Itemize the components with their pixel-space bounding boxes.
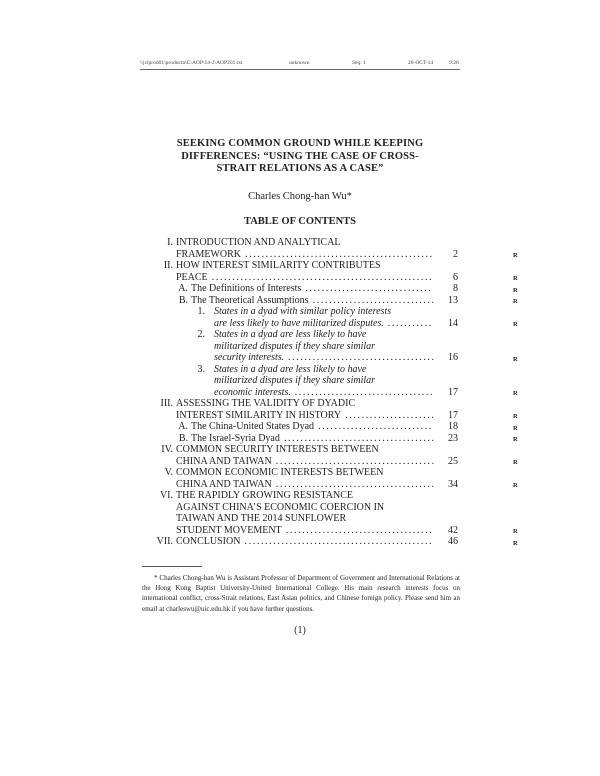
toc-entry-text: security interests. ....................................	[214, 352, 436, 363]
toc-entry-text: TAIWAN AND THE 2014 SUNFLOWER	[176, 513, 347, 524]
toc-entry-number: VII.	[156, 536, 173, 547]
toc-entry-text: militarized disputes if they share similar	[214, 340, 376, 352]
toc-entry-text: PEACE ......................................................	[176, 271, 434, 283]
toc-page-number: 8	[453, 283, 458, 294]
toc-entry-text: FRAMEWORK ..............................................	[176, 248, 434, 260]
toc-page-number: 34	[448, 478, 458, 490]
author-footnote: * Charles Chong-han Wu is Assistant Professor of Department of Government and International Relations at the Hong Kong Baptist University-United International College. His main research interests focus on international conflict, cross-Strait relations, East Asian politics, and Chinese foreign policy. Please send him an email at charleswu@uic.edu.hk if you have further questions.	[142, 574, 460, 613]
dot-leader: ..................................	[290, 386, 435, 398]
toc-entry-number: VI.	[159, 490, 173, 501]
toc-entry-text: INTRODUCTION AND ANALYTICAL	[176, 237, 341, 248]
dot-leader: .....................................	[279, 432, 436, 444]
toc-entry-number: 1.	[197, 306, 205, 317]
revision-mark: R	[513, 390, 518, 397]
toc-entry-number: A.	[178, 283, 188, 294]
toc-entry-text: STUDENT MOVEMENT ....................................	[176, 524, 434, 536]
toc-entry-number: I.	[167, 237, 173, 248]
toc-entry-text: AGAINST CHINA’S ECONOMIC COERCION IN	[176, 501, 385, 513]
revision-mark: R	[513, 436, 518, 443]
toc-page-number: 42	[448, 524, 458, 536]
revision-mark: R	[513, 424, 518, 432]
toc-page-number: 25	[448, 455, 458, 467]
revision-mark: R	[513, 539, 518, 547]
dot-leader: ......................................................	[207, 271, 434, 283]
toc-page-number: 2	[453, 248, 458, 260]
dot-leader: ...............................	[301, 283, 433, 294]
toc-entry-number: B.	[178, 432, 188, 444]
toc-entry-text: States in a dyad are less likely to have	[214, 329, 367, 340]
title-line: SEEKING COMMON GROUND WHILE KEEPING	[176, 138, 424, 149]
revision-mark: R	[513, 528, 518, 535]
toc-heading: TABLE OF CONTENTS	[243, 216, 357, 227]
dot-leader: ..............................	[308, 294, 436, 306]
title-line: STRAIT RELATIONS AS A CASE”	[216, 163, 384, 174]
toc-entry-text: are less likely to have militarized disputes. ...........	[214, 317, 434, 329]
toc-page-number: 46	[448, 536, 458, 547]
file-path: \\jciprod01\productn\C\AOP\14-2\AOP201.txt	[140, 60, 243, 66]
toc-page-number: 6	[453, 271, 458, 283]
dot-leader: ...........	[383, 317, 434, 329]
toc-page-number: 16	[448, 352, 458, 363]
toc-entry-text: States in a dyad with similar policy interests	[214, 306, 392, 317]
toc-page-number: 18	[448, 421, 458, 432]
toc-entry-number: 3.	[197, 363, 205, 375]
toc-entry-number: V.	[164, 467, 173, 478]
toc-entry-text: militarized disputes if they share similar	[214, 375, 376, 386]
toc-page-number: 23	[448, 432, 458, 444]
dot-leader: .......................................	[271, 478, 436, 490]
dot-leader: ..............................................	[241, 248, 434, 260]
toc-page-number: 14	[448, 317, 458, 329]
toc-entry-number: IV.	[161, 444, 173, 455]
status-text: unknown	[289, 60, 310, 66]
toc-entry-text: COMMON ECONOMIC INTERESTS BETWEEN	[176, 467, 384, 478]
revision-mark: R	[513, 298, 518, 305]
revision-mark: R	[513, 355, 518, 363]
toc-entry-text: The Definitions of Interests ...............................	[191, 283, 433, 294]
toc-entry-text: ASSESSING THE VALIDITY OF DYADIC	[176, 398, 356, 409]
page-number: (1)	[294, 625, 306, 636]
toc-entry-number: B.	[178, 294, 188, 306]
revision-mark: R	[513, 459, 518, 466]
revision-mark: R	[513, 413, 518, 420]
toc-entry-text: CONCLUSION ..............................................	[176, 536, 434, 547]
dot-leader: .......................................	[271, 455, 436, 467]
dot-leader: ......................	[341, 409, 436, 421]
toc-entry-number: III.	[160, 398, 173, 409]
toc-entry-text: CHINA AND TAIWAN .......................................	[176, 455, 436, 467]
toc-entry-text: CHINA AND TAIWAN .......................................	[176, 478, 436, 490]
dot-leader: ............................	[314, 421, 433, 432]
toc-entry-text: INTEREST SIMILARITY IN HISTORY ......................	[176, 409, 436, 421]
revision-mark: R	[513, 482, 518, 489]
revision-mark: R	[513, 321, 518, 328]
toc-entry-text: THE RAPIDLY GROWING RESISTANCE	[176, 490, 353, 501]
sequence-text: Seq: 1	[352, 60, 366, 66]
revision-mark: R	[513, 252, 518, 259]
dot-leader: ....................................	[281, 524, 434, 536]
title-line: DIFFERENCES: “USING THE CASE OF CROSS-	[181, 150, 419, 162]
toc-entry-text: The Israel-Syria Dyad .....................................	[191, 432, 436, 444]
toc-entry-number: A.	[178, 421, 188, 432]
toc-entry-text: The Theoretical Assumptions ..............................	[191, 294, 436, 306]
toc-page-number: 13	[448, 294, 458, 306]
dot-leader: ..............................................	[240, 536, 434, 547]
toc-entry-text: economic interests. ..................................	[214, 386, 435, 398]
toc-entry-text: The China-United States Dyad ............................	[191, 421, 433, 432]
toc-page-number: 17	[448, 386, 458, 398]
toc-entry-text: States in a dyad are less likely to have	[214, 363, 367, 375]
footnote-rule	[142, 566, 202, 567]
toc-entry-text: COMMON SECURITY INTERESTS BETWEEN	[176, 444, 379, 455]
toc-entry-text: HOW INTEREST SIMILARITY CONTRIBUTES	[176, 260, 381, 271]
toc-entry-number: II.	[163, 260, 173, 271]
author-byline: Charles Chong-han Wu*	[248, 191, 352, 202]
toc-entry-number: 2.	[197, 329, 205, 340]
toc-page-number: 17	[448, 409, 458, 421]
revision-mark: R	[513, 275, 518, 282]
date-text: 20-OCT-14	[408, 60, 434, 66]
revision-mark: R	[513, 286, 518, 294]
dot-leader: ....................................	[284, 352, 436, 363]
time-text: 9:26	[449, 60, 459, 66]
